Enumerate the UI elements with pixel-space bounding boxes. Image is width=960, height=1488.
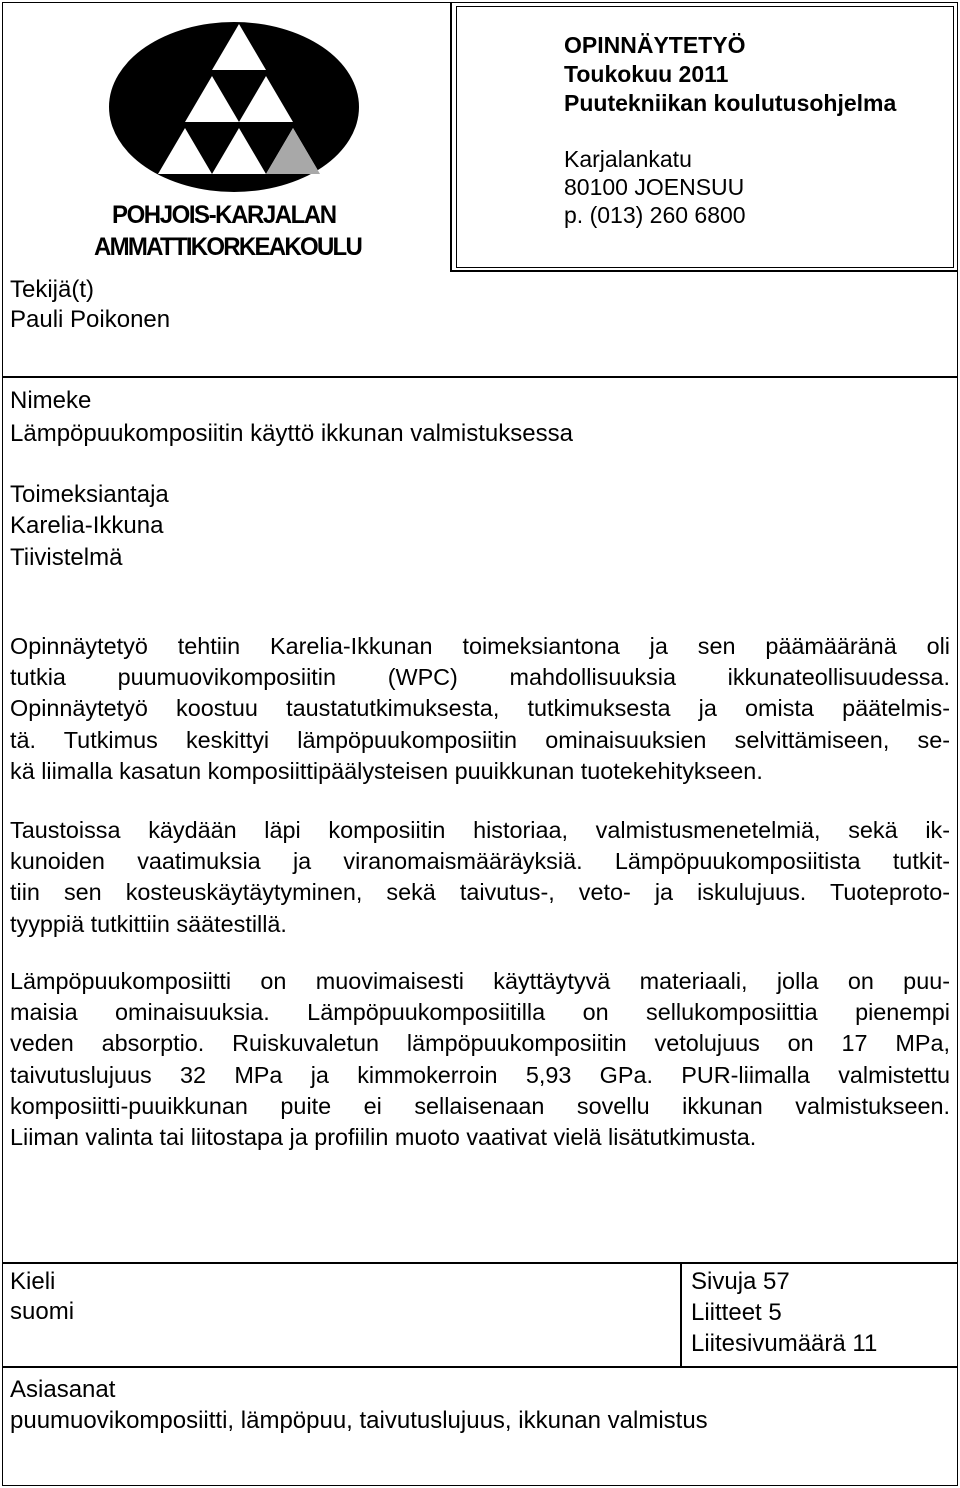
abstract-line: maisia ominaisuuksia. Lämpöpuukomposiitilla on sellukomposiittia pienempi bbox=[10, 999, 950, 1026]
keywords-label: Asiasanat bbox=[10, 1376, 116, 1403]
abstract-line: komposiitti-puuikkunan puite ei sellaisenaan sovellu ikkunan valmistukseen. bbox=[10, 1092, 950, 1119]
footer-middle-rule bbox=[2, 1366, 958, 1368]
abstract-line: veden absorptio. Ruiskuvaletun lämpöpuukomposiitin vetolujuus on 17 MPa, bbox=[10, 1030, 950, 1057]
logo-line-2: AMMATTIKORKEAKOULU bbox=[94, 233, 362, 261]
title-value: Lämpöpuukomposiitin käyttö ikkunan valmistuksessa bbox=[10, 420, 573, 447]
abstract-line: taivutuslujuus 32 MPa ja kimmokerroin 5,93 GPa. PUR-liimalla valmistettu bbox=[10, 1061, 950, 1088]
logo-line-1: POHJOIS-KARJALAN bbox=[112, 201, 336, 229]
abstract-line: tyyppiä tutkittiin säätestillä. bbox=[10, 910, 287, 937]
doc-type: OPINNÄYTETYÖ bbox=[564, 32, 746, 58]
footer-column-divider bbox=[680, 1262, 682, 1366]
abstract-label: Tiivistelmä bbox=[10, 544, 123, 571]
commissioner-label: Toimeksiantaja bbox=[10, 481, 169, 508]
title-label: Nimeke bbox=[10, 387, 92, 414]
header-divider bbox=[450, 2, 452, 270]
abstract-paragraph-2 bbox=[10, 815, 950, 940]
abstract-paragraph-1 bbox=[10, 631, 950, 787]
address-street: Karjalankatu bbox=[564, 146, 692, 172]
address-city: 80100 JOENSUU bbox=[564, 174, 745, 200]
abstract-line: kunoiden vaatimuksia ja viranomaismääräyksiä. Lämpöpuukomposiitista tutkit- bbox=[10, 848, 950, 875]
abstract-paragraph-3 bbox=[10, 966, 950, 1153]
footer-top-rule bbox=[2, 1262, 958, 1264]
degree-program: Puutekniikan koulutusohjelma bbox=[564, 90, 897, 116]
author-rule bbox=[2, 376, 958, 378]
abstract-line: Taustoissa käydään läpi komposiitin historiaa, valmistusmenetelmiä, sekä ik- bbox=[10, 817, 950, 843]
language-value: suomi bbox=[10, 1298, 75, 1325]
commissioner-value: Karelia-Ikkuna bbox=[10, 512, 164, 539]
author-label: Tekijä(t) bbox=[10, 276, 95, 303]
abstract-line: tä. Tutkimus keskittyi lämpöpuukomposiitin ominaisuuksien selvittämiseen, se- bbox=[10, 726, 950, 753]
address-phone: p. (013) 260 6800 bbox=[564, 202, 746, 228]
abstract-line: Opinnäytetyö tehtiin Karelia-Ikkunan toimeksiantona ja sen päämääränä oli bbox=[10, 633, 950, 659]
abstract-line: Lämpöpuukomposiitti on muovimaisesti käyttäytyvä materiaali, jolla on puu- bbox=[10, 968, 950, 994]
abstract-line: tiin sen kosteuskäytäytyminen, sekä taivutus-, veto- ja iskulujuus. Tuoteproto- bbox=[10, 879, 950, 906]
appendix-page-count: Liitesivumäärä 11 bbox=[691, 1330, 878, 1357]
page-count: Sivuja 57 bbox=[691, 1268, 790, 1295]
doc-date: Toukokuu 2011 bbox=[564, 61, 729, 87]
language-label: Kieli bbox=[10, 1268, 56, 1295]
keywords-value: puumuovikomposiitti, lämpöpuu, taivutuslujuus, ikkunan valmistus bbox=[10, 1407, 708, 1434]
author-value: Pauli Poikonen bbox=[10, 306, 171, 333]
abstract-line: tutkia puumuovikomposiitin (WPC) mahdollisuuksia ikkunateollisuudessa. bbox=[10, 664, 950, 691]
appendix-count: Liitteet 5 bbox=[691, 1299, 782, 1326]
abstract-line: Liiman valinta tai liitostapa ja profiilin muoto vaativat vielä lisätutkimusta. bbox=[10, 1124, 757, 1151]
header-bottom-rule bbox=[450, 270, 958, 272]
abstract-line: kä liimalla kasatun komposiittipäälysteisen puuikkunan tuotekehitykseen. bbox=[10, 757, 763, 784]
abstract-line: Opinnäytetyö koostuu taustatutkimuksesta, tutkimuksesta ja omista päätelmis- bbox=[10, 695, 950, 722]
